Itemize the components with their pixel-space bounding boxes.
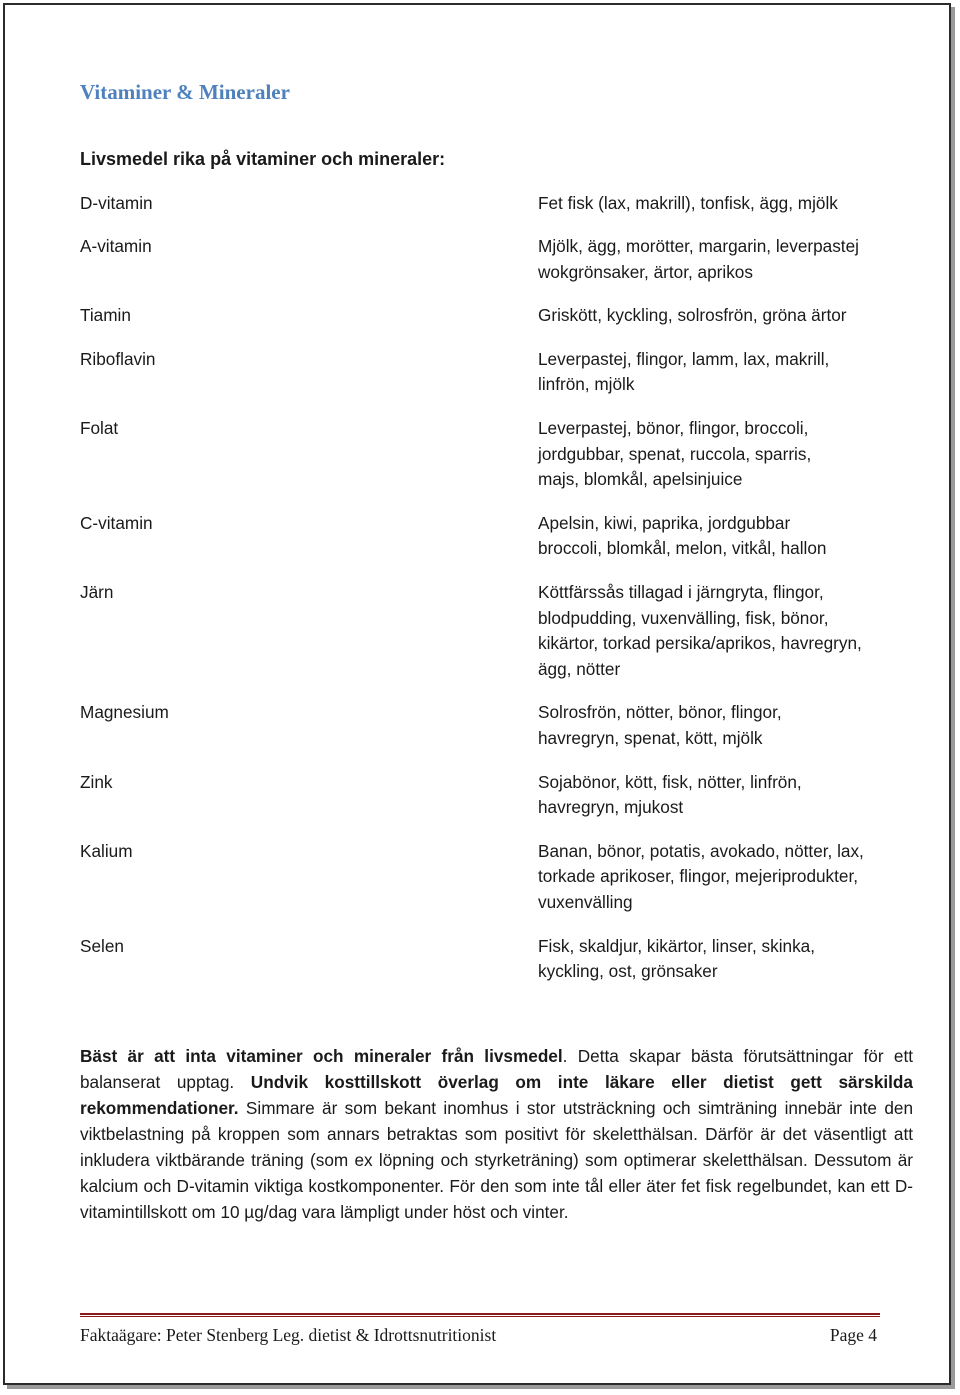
section-subtitle: Livsmedel rika på vitaminer och mineraler: xyxy=(80,149,446,169)
nutrient-foods: Fet fisk (lax, makrill), tonfisk, ägg, mjölk xyxy=(538,193,838,213)
nutrient-foods: Köttfärssås tillagad i järngryta, flingor, blodpudding, vuxenvälling, fisk, bönor, kikärtor, torkad persika/aprikos, havregryn, ägg, nötter xyxy=(538,581,862,680)
nutrient-foods: Leverpastej, bönor, flingor, broccoli, jordgubbar, spenat, ruccola, sparris, majs, blomkål, apelsinjuice xyxy=(538,417,812,490)
nutrient-name: Selen xyxy=(80,935,124,956)
nutrient-row xyxy=(80,700,920,752)
body-text-segment: . Detta skapar bästa förutsättningar för ett balanserat upptag. xyxy=(80,1046,913,1092)
nutrient-name: D-vitamin xyxy=(80,193,153,213)
page-title: Vitaminer & Mineraler xyxy=(80,80,290,104)
emphasis-text: Undvik kosttillskott överlag om inte läkare eller dietist gett särskilda rekommendationer. xyxy=(80,1072,913,1118)
nutrient-name: Zink xyxy=(80,771,113,792)
nutrient-foods: Mjölk, ägg, morötter, margarin, leverpastej wokgrönsaker, ärtor, aprikos xyxy=(538,236,859,283)
nutrient-foods: Leverpastej, flingor, lamm, lax, makrill, linfrön, mjölk xyxy=(538,348,830,395)
nutrient-row xyxy=(80,416,920,493)
nutrient-foods: Griskött, kyckling, solrosfrön, gröna ärtor xyxy=(538,305,847,326)
nutrient-row xyxy=(80,511,920,563)
nutrient-foods: Banan, bönor, potatis, avokado, nötter, lax, torkade aprikoser, flingor, mejeriprodukter, vuxenvälling xyxy=(538,840,864,913)
nutrient-foods: Sojabönor, kött, fisk, nötter, linfrön, havregryn, mjukost xyxy=(538,771,802,818)
page-number: Page 4 xyxy=(829,1325,877,1345)
nutrient-row xyxy=(80,839,920,916)
page-footer xyxy=(80,1325,877,1346)
nutrient-row xyxy=(80,234,920,286)
nutrient-name: Kalium xyxy=(80,840,133,861)
nutrient-row xyxy=(80,770,920,822)
nutrient-row xyxy=(80,303,920,329)
nutrient-row xyxy=(80,580,920,683)
nutrient-list xyxy=(80,191,920,1003)
footer-author: Faktaägare: Peter Stenberg Leg. dietist & Idrottsnutritionist xyxy=(80,1325,497,1345)
body-text-segment: Simmare är som bekant inomhus i stor utsträckning och simträning innebär inte den viktbelastning på kroppen som annars betraktas som positivt för skeletthälsan. Därför är det väsentligt att inkludera viktbärande träning (som ex löpning och styrketräning) som optimerar skeletthälsan. Dessutom är kalcium och D-vitamin viktiga kostkomponenter. För den som inte tål eller äter fet fisk regelbundet, kan ett D-vitamintillskott om 10 µg/dag vara lämpligt under höst och vinter. xyxy=(80,1098,913,1222)
nutrient-foods: Apelsin, kiwi, paprika, jordgubbar broccoli, blomkål, melon, vitkål, hallon xyxy=(538,512,827,559)
nutrient-name: Järn xyxy=(80,581,114,602)
footer-divider xyxy=(80,1313,880,1317)
nutrient-row xyxy=(80,191,920,217)
nutrient-foods: Fisk, skaldjur, kikärtor, linser, skinka, kyckling, ost, grönsaker xyxy=(538,935,815,982)
nutrient-name: Folat xyxy=(80,417,119,438)
nutrient-row xyxy=(80,934,920,986)
nutrient-row xyxy=(80,347,920,399)
body-paragraph xyxy=(80,1043,913,1225)
nutrient-name: Magnesium xyxy=(80,702,169,723)
emphasis-text: Bäst är att inta vitaminer och mineraler från livsmedel xyxy=(80,1046,563,1066)
nutrient-name: A-vitamin xyxy=(80,236,152,257)
nutrient-name: Tiamin xyxy=(80,305,131,326)
nutrient-name: Riboflavin xyxy=(80,348,156,369)
nutrient-foods: Solrosfrön, nötter, bönor, flingor, havregryn, spenat, kött, mjölk xyxy=(538,702,782,749)
nutrient-name: C-vitamin xyxy=(80,512,153,533)
